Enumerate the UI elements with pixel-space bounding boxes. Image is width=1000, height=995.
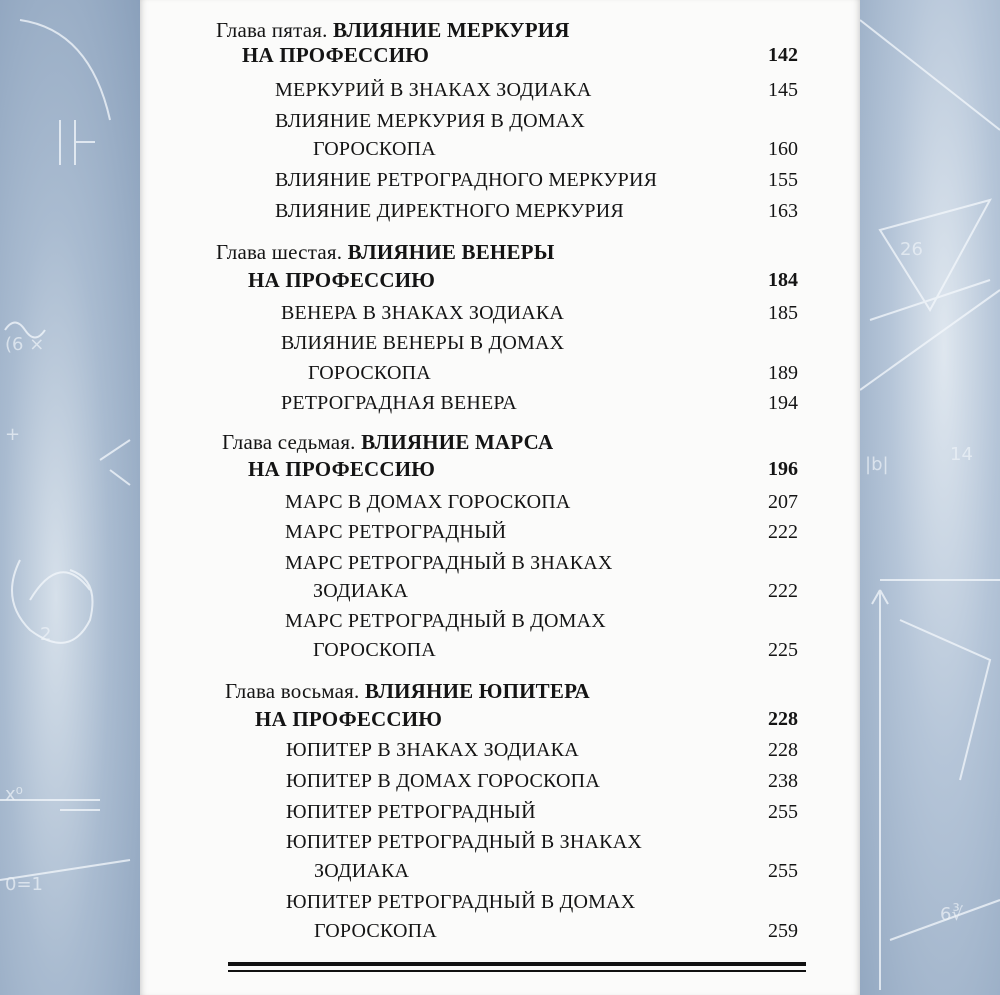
entry-page: 194 — [768, 392, 798, 414]
chapter-6-page: 184 — [768, 269, 798, 291]
entry-title: ЮПИТЕР РЕТРОГРАДНЫЙ — [286, 801, 536, 823]
footer-rule-thick — [228, 962, 806, 966]
entry-title: ВЕНЕРА В ЗНАКАХ ЗОДИАКА — [281, 302, 565, 324]
toc-entry — [140, 735, 860, 765]
entry-title: ЮПИТЕР В ДОМАХ ГОРОСКОПА — [286, 770, 600, 792]
chapter-7-heading — [140, 427, 860, 457]
entry-page: 225 — [768, 639, 798, 661]
svg-text:0=1: 0=1 — [5, 874, 43, 895]
math-doodles-left — [0, 0, 140, 995]
book-page — [140, 0, 860, 995]
entry-title: МАРС В ДОМАХ ГОРОСКОПА — [285, 491, 571, 513]
background-left — [0, 0, 140, 995]
entry-title: ВЛИЯНИЕ РЕТРОГРАДНОГО МЕРКУРИЯ — [275, 169, 658, 191]
entry-title-cont: ЗОДИАКА — [313, 580, 409, 602]
chapter-5-label: Глава пятая. — [216, 18, 333, 42]
entry-title: ЮПИТЕР РЕТРОГРАДНЫЙ В ДОМАХ — [286, 891, 636, 913]
svg-text:(6 ×: (6 × — [5, 334, 45, 355]
toc-entry — [140, 298, 860, 328]
entry-title: ВЛИЯНИЕ ВЕНЕРЫ В ДОМАХ — [281, 332, 565, 354]
svg-text:14: 14 — [950, 444, 973, 465]
svg-text:6∛: 6∛ — [940, 904, 963, 925]
entry-page: 228 — [768, 739, 798, 761]
entry-title-cont: ГОРОСКОПА — [313, 639, 436, 661]
toc-entry — [140, 75, 860, 105]
svg-text:26: 26 — [900, 239, 923, 260]
svg-text:x⁰: x⁰ — [5, 784, 23, 805]
entry-page: 145 — [768, 79, 798, 101]
chapter-5-title: ВЛИЯНИЕ МЕРКУРИЯ — [332, 18, 570, 42]
chapter-6-title: ВЛИЯНИЕ ВЕНЕРЫ — [347, 240, 555, 264]
chapter-6-label: Глава шестая. — [216, 240, 348, 264]
chapter-8-title: ВЛИЯНИЕ ЮПИТЕРА — [364, 679, 590, 703]
entry-page: 207 — [768, 491, 798, 513]
entry-title-cont: ГОРОСКОПА — [308, 362, 431, 384]
footer-rule-thin — [228, 970, 806, 972]
chapter-7-title: ВЛИЯНИЕ МАРСА — [361, 430, 554, 454]
entry-title: МЕРКУРИЙ В ЗНАКАХ ЗОДИАКА — [275, 79, 592, 101]
chapter-7-heading-cont — [140, 454, 860, 484]
svg-text:2: 2 — [40, 624, 52, 645]
entry-page: 238 — [768, 770, 798, 792]
chapter-8-heading-cont — [140, 704, 860, 734]
chapter-7-title-cont: НА ПРОФЕССИЮ — [248, 457, 436, 481]
chapter-7-label: Глава седьмая. — [222, 430, 362, 454]
chapter-6-title-cont: НА ПРОФЕССИЮ — [248, 268, 436, 292]
toc-entry-cont — [140, 134, 860, 164]
toc-entry — [140, 328, 860, 358]
toc-entry — [140, 165, 860, 195]
svg-text:|b|: |b| — [865, 454, 889, 475]
chapter-5-title-cont: НА ПРОФЕССИЮ — [242, 43, 430, 67]
chapter-8-page: 228 — [768, 708, 798, 730]
chapter-5-heading-cont — [140, 40, 860, 70]
entry-page: 255 — [768, 860, 798, 882]
chapter-8-label: Глава восьмая. — [225, 679, 365, 703]
toc-entry — [140, 827, 860, 857]
entry-title: МАРС РЕТРОГРАДНЫЙ — [285, 521, 507, 543]
toc-entry — [140, 797, 860, 827]
chapter-6-heading-cont — [140, 265, 860, 295]
entry-page: 185 — [768, 302, 798, 324]
entry-page: 222 — [768, 521, 798, 543]
entry-page: 255 — [768, 801, 798, 823]
chapter-7-page: 196 — [768, 458, 798, 480]
toc-entry — [140, 388, 860, 418]
entry-page: 222 — [768, 580, 798, 602]
entry-title-cont: ЗОДИАКА — [314, 860, 410, 882]
entry-page: 189 — [768, 362, 798, 384]
toc-entry — [140, 606, 860, 636]
math-doodles-right — [860, 0, 1000, 995]
chapter-8-heading — [140, 676, 860, 706]
entry-page: 163 — [768, 200, 798, 222]
entry-title-cont: ГОРОСКОПА — [314, 920, 437, 942]
toc-entry-cont — [140, 635, 860, 665]
entry-title: РЕТРОГРАДНАЯ ВЕНЕРА — [281, 392, 517, 414]
toc-entry — [140, 106, 860, 136]
chapter-6-heading — [140, 237, 860, 267]
toc-entry — [140, 548, 860, 578]
entry-title: ВЛИЯНИЕ МЕРКУРИЯ В ДОМАХ — [275, 110, 586, 132]
toc-entry — [140, 887, 860, 917]
toc-entry-cont — [140, 576, 860, 606]
entry-title: МАРС РЕТРОГРАДНЫЙ В ДОМАХ — [285, 610, 606, 632]
entry-title: МАРС РЕТРОГРАДНЫЙ В ЗНАКАХ — [285, 552, 613, 574]
svg-text:+: + — [5, 424, 21, 445]
toc-entry-cont — [140, 856, 860, 886]
entry-title-cont: ГОРОСКОПА — [313, 138, 436, 160]
entry-page: 259 — [768, 920, 798, 942]
entry-title: ЮПИТЕР РЕТРОГРАДНЫЙ В ЗНАКАХ — [286, 831, 642, 853]
entry-title: ВЛИЯНИЕ ДИРЕКТНОГО МЕРКУРИЯ — [275, 200, 624, 222]
chapter-5-page: 142 — [768, 44, 798, 66]
background-right — [860, 0, 1000, 995]
entry-title: ЮПИТЕР В ЗНАКАХ ЗОДИАКА — [286, 739, 579, 761]
toc-entry — [140, 766, 860, 796]
toc-entry — [140, 196, 860, 226]
entry-page: 160 — [768, 138, 798, 160]
toc-entry-cont — [140, 916, 860, 946]
entry-page: 155 — [768, 169, 798, 191]
toc-entry — [140, 517, 860, 547]
toc-entry-cont — [140, 358, 860, 388]
chapter-8-title-cont: НА ПРОФЕССИЮ — [255, 707, 443, 731]
toc-entry — [140, 487, 860, 517]
